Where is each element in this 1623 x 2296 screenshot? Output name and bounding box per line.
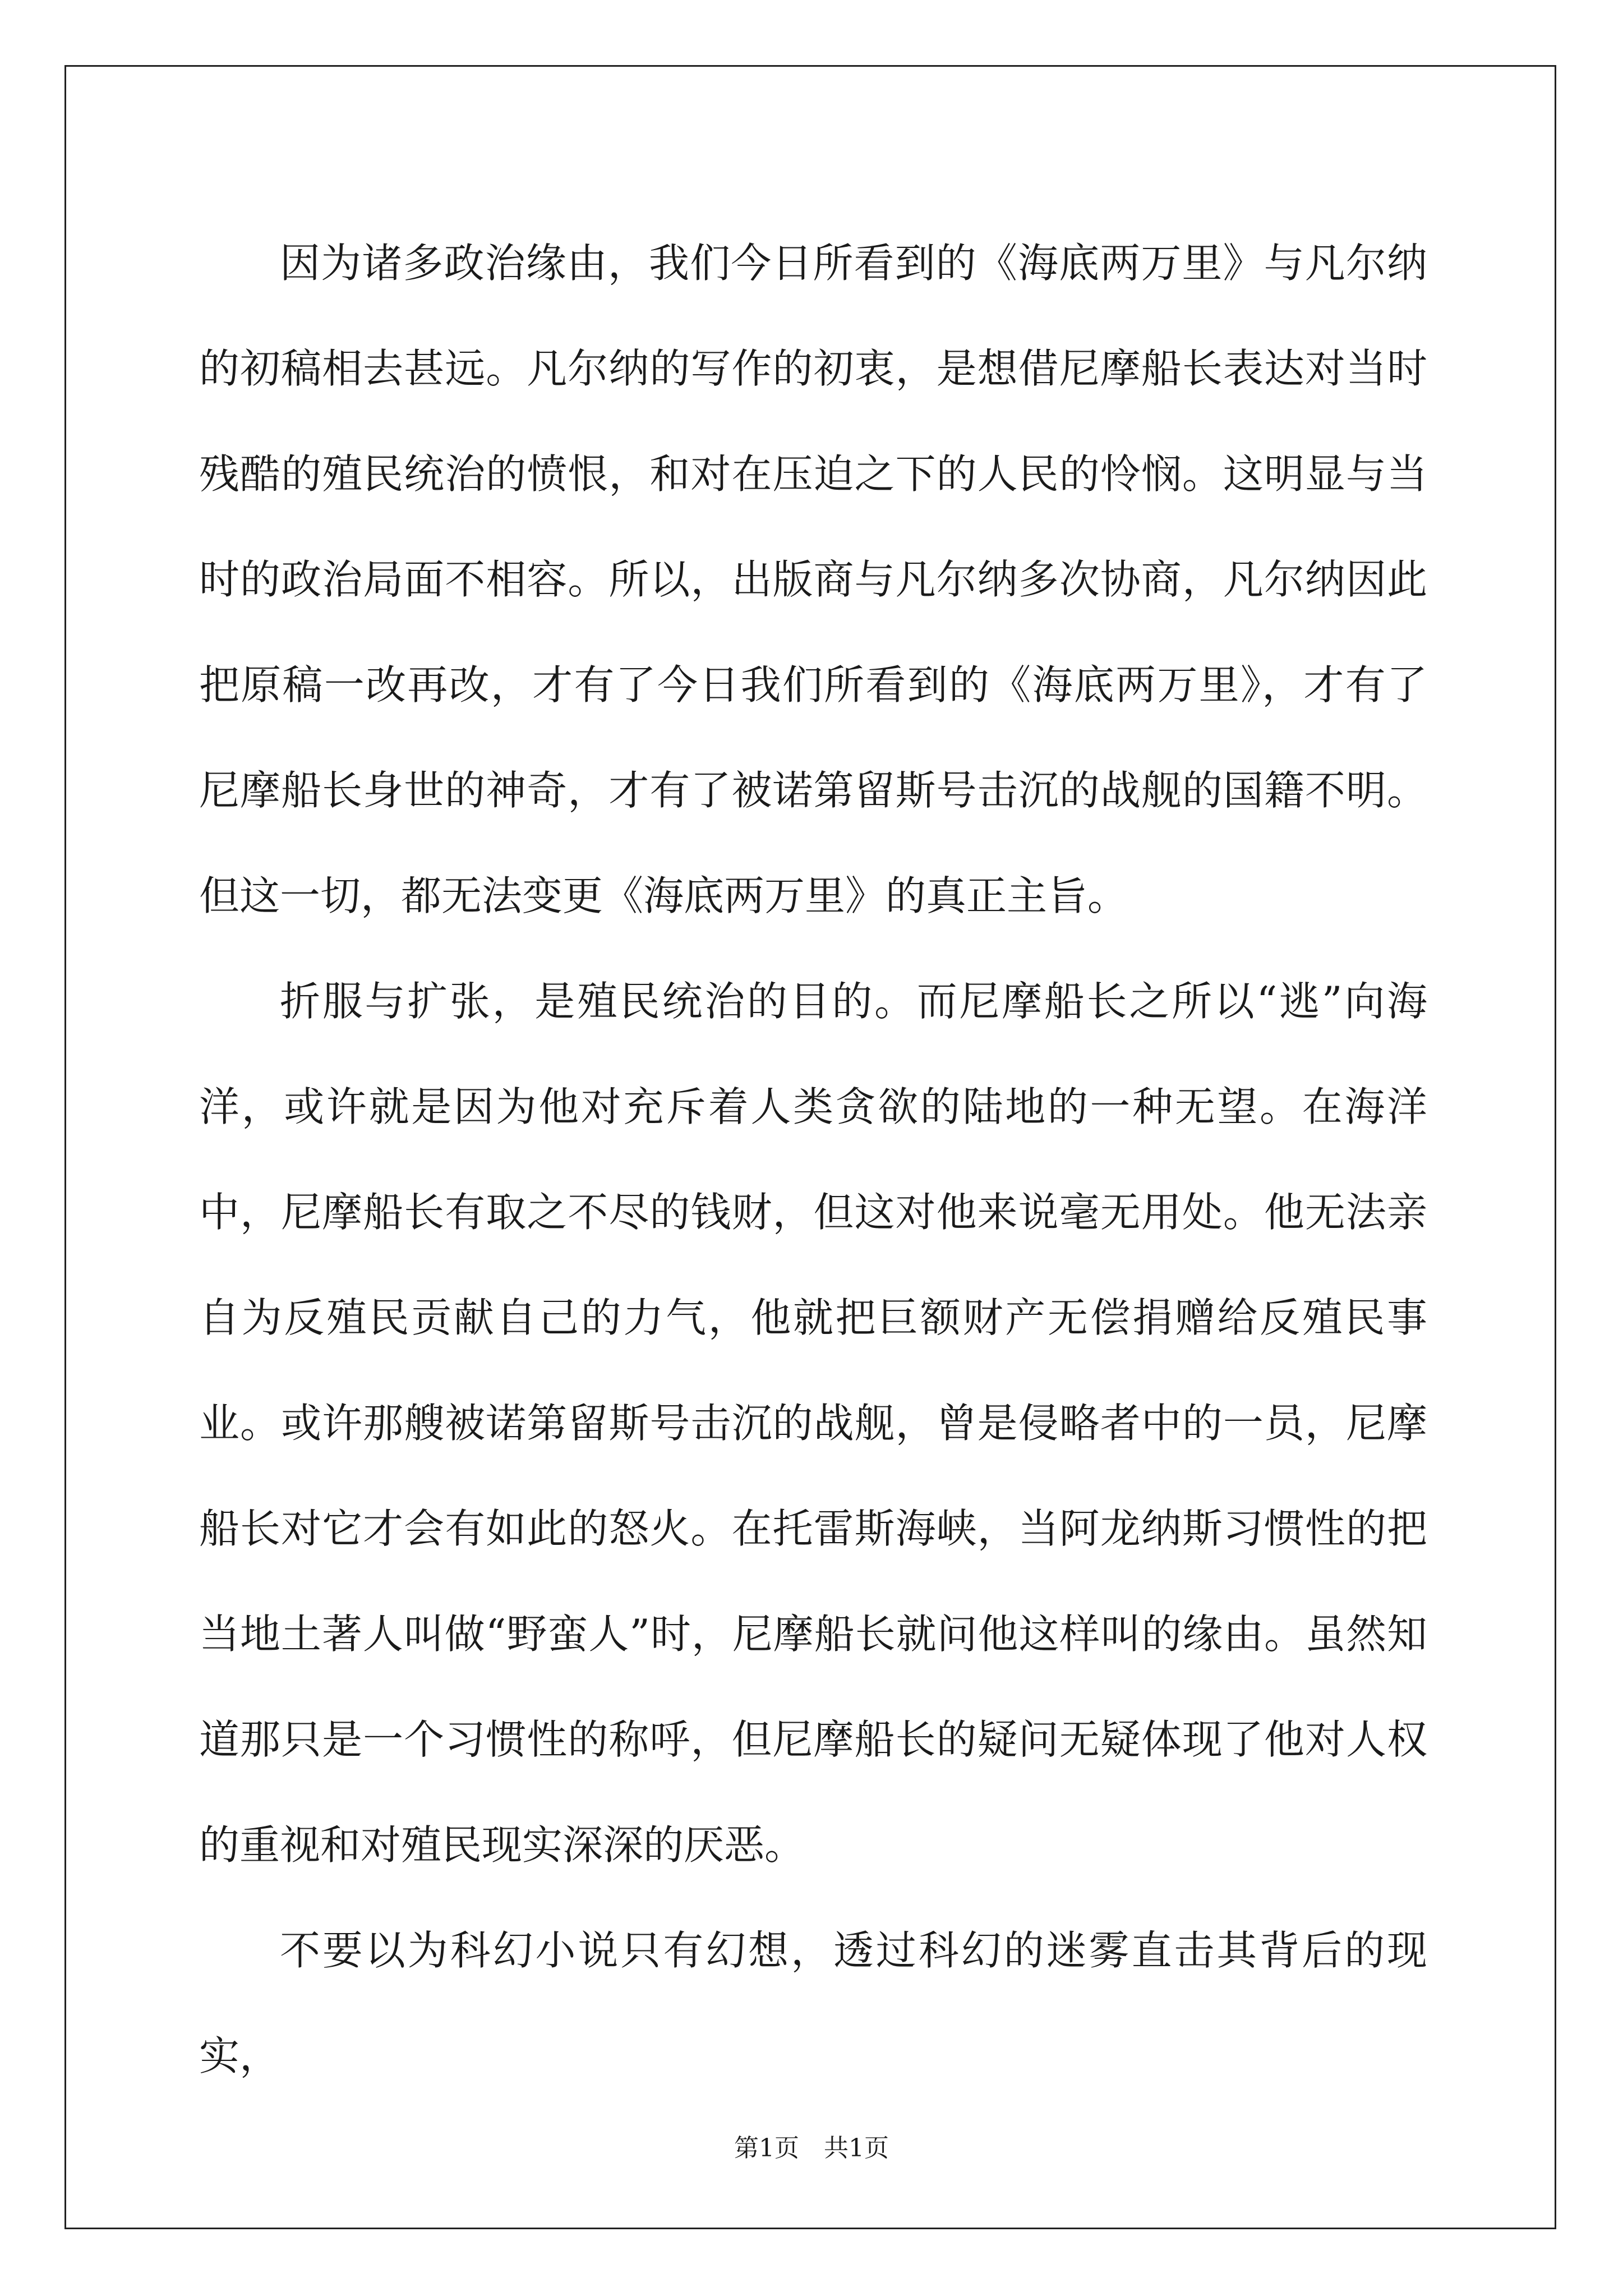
- paragraph-1: 因为诸多政治缘由，我们今日所看到的《海底两万里》与凡尔纳的初稿相去甚远。凡尔纳的写作的初衷，是想借尼摩船长表达对当时残酷的殖民统治的愤恨，和对在压迫之下的人民的怜悯。这明显与当时的政治局面不相容。所以，出版商与凡尔纳多次协商，凡尔纳因此把原稿一改再改，才有了今日我们所看到的《海底两万里》，才有了尼摩船长身世的神奇，才有了被诺第留斯号击沉的战舰的国籍不明。但这一切，都无法变更《海底两万里》的真正主旨。: [199, 240, 1427, 919]
- page-number-footer: 第1页 共1页: [734, 2134, 889, 2162]
- paragraph-3: 不要以为科幻小说只有幻想，透过科幻的迷雾直击其背后的现实，: [199, 1927, 1427, 2079]
- paragraph-2: 折服与扩张，是殖民统治的目的。而尼摩船长之所以“逃”向海洋，或许就是因为他对充斥着人类贪欲的陆地的一种无望。在海洋中，尼摩船长有取之不尽的钱财，但这对他来说毫无用处。他无法亲自为反殖民贡献自己的力气，他就把巨额财产无偿捐赠给反殖民事业。或许那艘被诺第留斯号击沉的战舰，曾是侵略者中的一员，尼摩船长对它才会有如此的怒火。在托雷斯海峡，当阿龙纳斯习惯性的把当地土著人叫做“野蛮人”时，尼摩船长就问他这样叫的缘由。虽然知道那只是一个习惯性的称呼，但尼摩船长的疑问无疑体现了他对人权的重视和对殖民现实深深的厌恶。: [199, 978, 1427, 1869]
- document-body: [199, 210, 1427, 2109]
